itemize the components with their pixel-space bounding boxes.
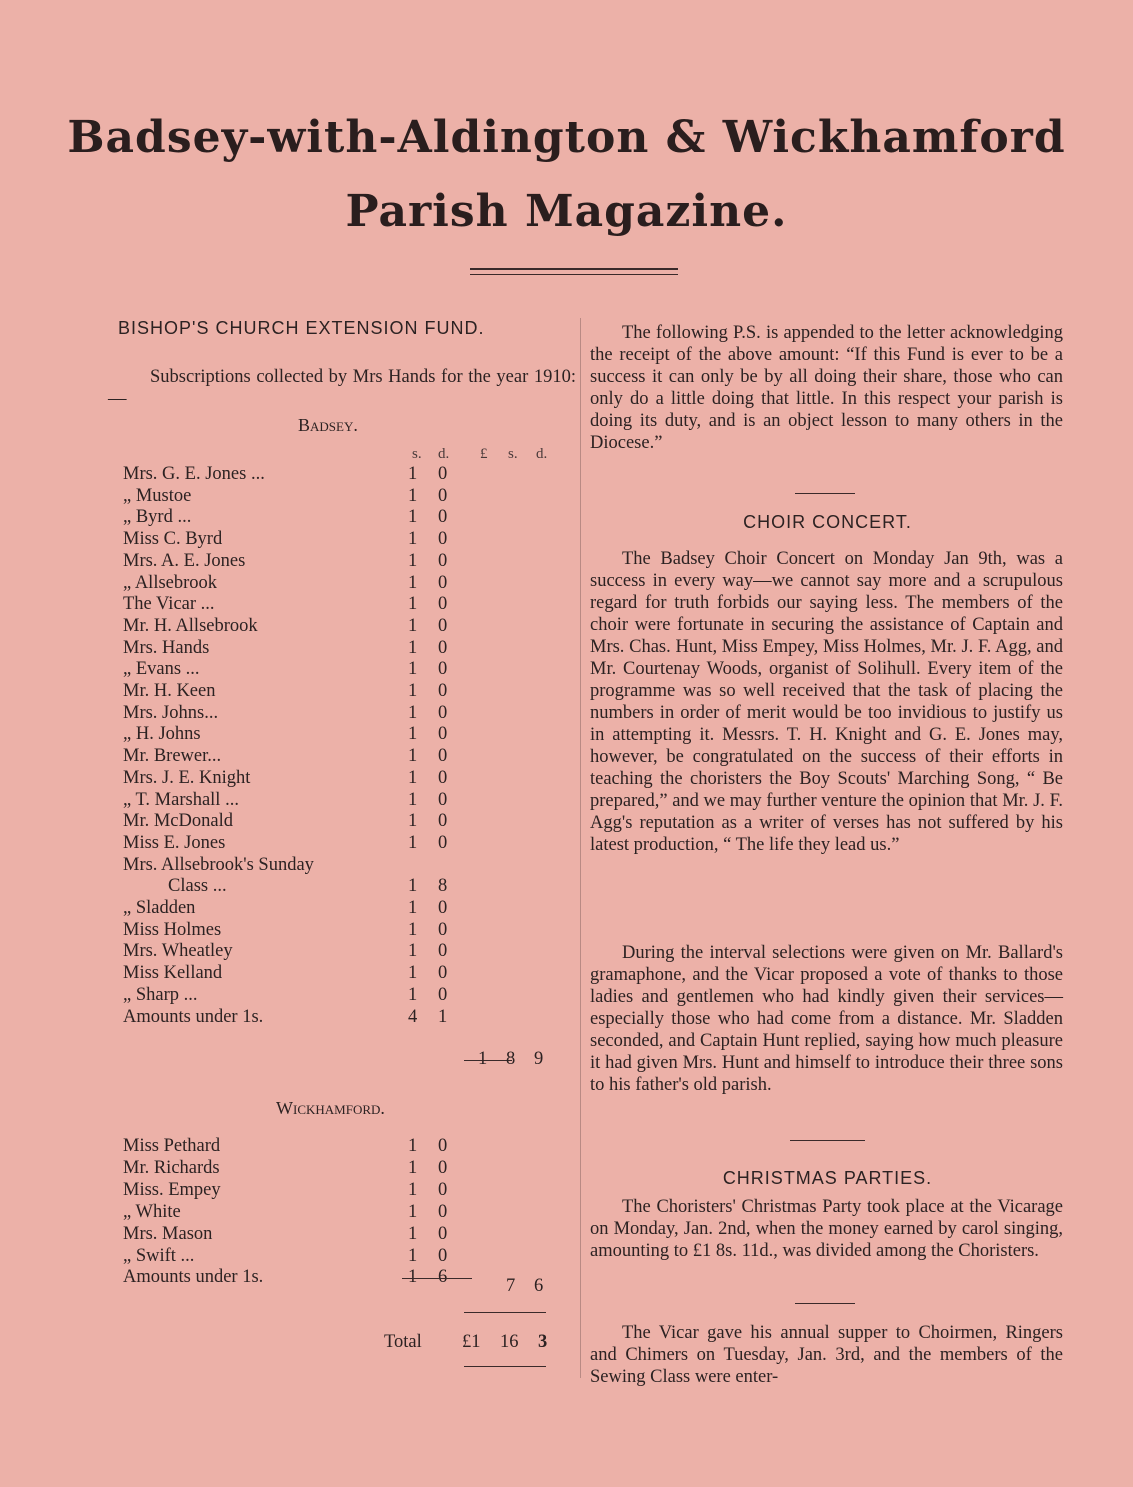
pence-value: 0: [438, 529, 448, 550]
masthead-rule-top: [470, 268, 678, 270]
subscriber-name: Miss Pethard: [123, 1136, 221, 1156]
pence-value: 0: [438, 637, 448, 658]
pence-value: 0: [438, 550, 448, 571]
subscriber-name: „ Evans ...: [123, 659, 200, 680]
fund-heading: BISHOP'S CHURCH EXTENSION FUND.: [118, 318, 485, 338]
shillings-value: 1: [408, 464, 418, 484]
shillings-value: 1: [408, 1157, 418, 1178]
subscriber-name: „ T. Marshall ...: [123, 789, 239, 810]
shillings-value: 1: [408, 485, 418, 506]
pence-value: 0: [438, 1245, 448, 1266]
pence-value: 0: [438, 898, 448, 918]
pence-value: 0: [438, 984, 448, 1005]
subscriber-name: Amounts under 1s.: [123, 1006, 264, 1027]
christmas-heading: CHRISTMAS PARTIES.: [722, 1168, 933, 1188]
shillings-value: 1: [408, 832, 418, 853]
shillings-value: 1: [408, 1223, 418, 1244]
subscriber-name: Amounts under 1s.: [123, 1267, 264, 1288]
shillings-value: 1: [408, 572, 418, 593]
pence-value: 0: [438, 919, 448, 940]
subscriber-name: „ Sladden: [123, 898, 196, 918]
subscriber-name: Mrs. Mason: [123, 1223, 213, 1244]
subscriber-name: Mrs. Hands: [123, 637, 210, 658]
shillings-value: 1: [408, 702, 418, 723]
pence-value: 0: [438, 464, 448, 484]
subscriber-name: Class ...: [168, 876, 227, 897]
subscriber-name: Miss. Empey: [123, 1179, 221, 1200]
subscriber-name: Mr. H. Keen: [123, 681, 216, 701]
shillings-value: 1: [408, 550, 418, 571]
subscriber-name: „ Swift ...: [123, 1245, 195, 1266]
ps-rule: [795, 493, 855, 494]
shillings-value: 1: [408, 898, 418, 918]
shillings-value: 1: [408, 789, 418, 810]
choir-paragraph-2: During the interval selections were given on Mr. Ballard's gramaphone, and the Vicar proposed a vote of thanks to those ladies and gentlemen who had kindly given their services—especially those who had come from a distance. Mr. Sladden seconded, and Captain Hunt replied, saying how much pleasure it had given Mrs. Hunt and himself to introduce their three sons to his father's old parish.: [590, 943, 1063, 1095]
pence-value: 0: [438, 941, 448, 962]
badsey-subtotal-line: [464, 1060, 512, 1061]
subscriber-name: Miss E. Jones: [123, 832, 226, 853]
fund-intro: Subscriptions collected by Mrs Hands for the year 1910:—: [108, 367, 576, 409]
col-head-d: d.: [438, 446, 450, 462]
shillings-value: 1: [408, 637, 418, 658]
christmas-paragraph-1: The Choristers' Christmas Party took place at the Vicarage on Monday, Jan. 2nd, when the money earned by carol singing, amounting to £1 8s. 11d., was divided among the Choristers.: [590, 1197, 1063, 1261]
masthead-rule-bottom: [470, 274, 678, 275]
christmas-rule: [795, 1303, 855, 1304]
pence-value: 0: [438, 659, 448, 680]
subscriber-name: Mrs. J. E. Knight: [123, 767, 251, 788]
badsey-subtotal-pounds: 1: [478, 1049, 488, 1069]
wickhamford-heading: Wickhamford.: [276, 1098, 385, 1118]
subscriber-name: Mr. McDonald: [123, 811, 233, 832]
shillings-value: 1: [408, 876, 418, 897]
subscriber-name: The Vicar ...: [123, 594, 215, 615]
total-line-top: [464, 1312, 546, 1313]
subscriber-name: „ Byrd ...: [123, 507, 192, 528]
subscriber-name: Miss C. Byrd: [123, 529, 223, 550]
masthead-subtitle: Parish Magazine.: [345, 186, 788, 237]
col-head-pounds: £: [480, 446, 488, 462]
subscriber-name: Mrs. G. E. Jones ...: [123, 464, 265, 484]
pence-value: 0: [438, 507, 448, 528]
pence-value: 0: [438, 832, 448, 853]
shillings-value: 1: [408, 919, 418, 940]
col-head-d2: d.: [536, 446, 548, 462]
subscriber-name: „ Allsebrook: [123, 572, 218, 593]
wick-subtotal-shillings: 7: [506, 1276, 516, 1296]
shillings-value: 1: [408, 811, 418, 832]
total-pence: 3: [538, 1332, 548, 1352]
subscriber-name: „ Mustoe: [123, 485, 192, 506]
wick-line: [402, 1278, 472, 1279]
subscriber-name: „ White: [123, 1201, 181, 1222]
choir-paragraph-1: The Badsey Choir Concert on Monday Jan 9th, was a success in every way—we cannot say more and a scrupulous regard for truth forbids our saying less. The members of the choir were fortunate in securing the assistance of Captain and Mrs. Chas. Hunt, Miss Empey, Miss Holmes, Mr. J. F. Agg, and Mr. Courtenay Woods, organist of Solihull. Every item of the programme was so well received that the task of placing the numbers in order of merit would be too invidious to justify us in attempting it. Messrs. T. H. Knight and G. E. Jones may, however, be congratulated on the success of their efforts in teaching the choristers the Boy Scouts' Marching Song, “ Be prepared,” and we may further venture the opinion that Mr. J. F. Agg's reputation as a writer of verses has not suffered by his latest production, “ The life they lead us.”: [590, 549, 1063, 855]
shillings-value: 1: [408, 1179, 418, 1200]
choir-rule: [790, 1140, 865, 1141]
subscriber-name: „ Sharp ...: [123, 984, 198, 1005]
shillings-value: 1: [408, 681, 418, 701]
ps-paragraph: The following P.S. is appended to the letter acknowledging the receipt of the above amount: “If this Fund is ever to be a success it can only be by all doing their share, those who can only do a little doing that little. In this respect your parish is doing its duty, and is an object lesson to many others in the Diocese.”: [590, 323, 1063, 453]
shillings-value: 1: [408, 941, 418, 962]
shillings-value: 1: [408, 1201, 418, 1222]
subscriber-name: Mrs. Wheatley: [123, 941, 233, 962]
shillings-value: 1: [408, 963, 418, 984]
total-shillings: 16: [500, 1332, 519, 1352]
shillings-value: 1: [408, 767, 418, 788]
shillings-value: 1: [408, 615, 418, 636]
subscriber-name: Mrs. Allsebrook's Sunday: [123, 854, 314, 875]
subscriber-name: Mr. H. Allsebrook: [123, 615, 258, 636]
pence-value: 0: [438, 681, 448, 701]
christmas-paragraph-2: The Vicar gave his annual supper to Choirmen, Ringers and Chimers on Tuesday, Jan. 3rd, and the members of the Sewing Class were enter-: [590, 1323, 1063, 1387]
subscriber-name: Mr. Brewer...: [123, 746, 222, 767]
pence-value: 1: [438, 1006, 448, 1027]
shillings-value: 1: [408, 529, 418, 550]
badsey-heading: Badsey.: [298, 415, 358, 435]
subscriber-name: Mrs. Johns...: [123, 702, 219, 723]
total-label: Total: [384, 1332, 422, 1352]
pence-value: 0: [438, 724, 448, 745]
shillings-value: 1: [408, 594, 418, 615]
pence-value: 0: [438, 789, 448, 810]
pence-value: 0: [438, 767, 448, 788]
badsey-subtotal-pence: 9: [534, 1049, 544, 1069]
pence-value: 0: [438, 811, 448, 832]
total-line-bottom: [464, 1366, 546, 1367]
wick-subtotal-pence: 6: [534, 1276, 544, 1296]
subscriber-name: Mrs. A. E. Jones: [123, 550, 246, 571]
pence-value: 8: [438, 876, 448, 897]
pence-value: 0: [438, 963, 448, 984]
shillings-value: 1: [408, 1136, 418, 1156]
pence-value: 0: [438, 1136, 448, 1156]
shillings-value: 1: [408, 724, 418, 745]
pence-value: 0: [438, 572, 448, 593]
shillings-value: 1: [408, 1245, 418, 1266]
col-head-s: s.: [412, 446, 422, 462]
column-divider: [580, 318, 581, 1378]
col-head-s2: s.: [508, 446, 518, 462]
pence-value: 0: [438, 1157, 448, 1178]
subscriber-name: Mr. Richards: [123, 1157, 220, 1178]
total-pounds: £1: [462, 1332, 481, 1352]
pence-value: 0: [438, 1179, 448, 1200]
badsey-subtotal-shillings: 8: [506, 1049, 516, 1069]
pence-value: 0: [438, 594, 448, 615]
pence-value: 0: [438, 746, 448, 767]
masthead-title: Badsey-with-Aldington & Wickhamford: [67, 112, 1066, 163]
shillings-value: 4: [408, 1006, 418, 1027]
subscriber-name: Miss Holmes: [123, 919, 222, 940]
pence-value: 0: [438, 702, 448, 723]
shillings-value: 1: [408, 984, 418, 1005]
pence-value: 0: [438, 1201, 448, 1222]
pence-value: 0: [438, 615, 448, 636]
subscriber-name: Miss Kelland: [123, 963, 223, 984]
pence-value: 0: [438, 485, 448, 506]
shillings-value: 1: [408, 659, 418, 680]
shillings-value: 1: [408, 507, 418, 528]
choir-heading: CHOIR CONCERT.: [743, 512, 912, 532]
subscriber-name: „ H. Johns: [123, 724, 201, 745]
pence-value: 0: [438, 1223, 448, 1244]
shillings-value: 1: [408, 746, 418, 767]
